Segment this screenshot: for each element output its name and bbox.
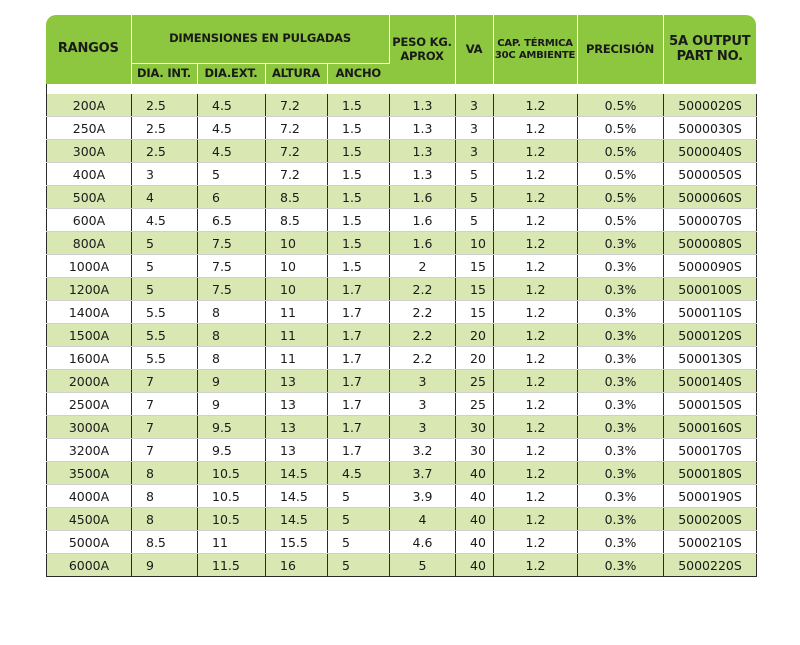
- cell-altura: 11: [266, 347, 328, 370]
- cell-altura: 11: [266, 301, 328, 324]
- cell-ancho: 1.5: [328, 117, 390, 140]
- cell-dia-ext: 4.5: [198, 94, 266, 117]
- cell-va: 20: [456, 347, 494, 370]
- cell-ancho: 1.5: [328, 255, 390, 278]
- cell-ancho: 5: [328, 531, 390, 554]
- cell-rango: 4000A: [47, 485, 132, 508]
- cell-altura: 10: [266, 278, 328, 301]
- table-row: [47, 117, 757, 140]
- cell-peso: 4.6: [390, 531, 456, 554]
- cell-part-no: 5000060S: [664, 186, 757, 209]
- cell-rango: 2000A: [47, 370, 132, 393]
- cell-altura: 7.2: [266, 94, 328, 117]
- cell-rango: 2500A: [47, 393, 132, 416]
- cell-ancho: 1.7: [328, 347, 390, 370]
- cell-va: 5: [456, 163, 494, 186]
- cell-dia-int: 5.5: [132, 324, 198, 347]
- cell-ancho: 1.5: [328, 163, 390, 186]
- cell-precision: 0.3%: [578, 232, 664, 255]
- cell-dia-int: 5: [132, 278, 198, 301]
- cell-ancho: 1.7: [328, 278, 390, 301]
- cell-dia-ext: 8: [198, 301, 266, 324]
- cell-rango: 500A: [47, 186, 132, 209]
- cell-peso: 5: [390, 554, 456, 577]
- cell-dia-int: 2.5: [132, 94, 198, 117]
- cell-precision: 0.3%: [578, 554, 664, 577]
- cell-peso: 1.3: [390, 117, 456, 140]
- cell-part-no: 5000190S: [664, 485, 757, 508]
- cell-dia-ext: 7.5: [198, 255, 266, 278]
- cell-part-no: 5000070S: [664, 209, 757, 232]
- cell-ancho: 1.5: [328, 209, 390, 232]
- cell-part-no: 5000110S: [664, 301, 757, 324]
- cell-dia-ext: 4.5: [198, 140, 266, 163]
- cell-rango: 4500A: [47, 508, 132, 531]
- header-spacer: [47, 84, 757, 94]
- cell-peso: 3.9: [390, 485, 456, 508]
- cell-cap-termica: 1.2: [494, 163, 578, 186]
- cell-precision: 0.3%: [578, 531, 664, 554]
- cell-dia-ext: 10.5: [198, 485, 266, 508]
- cell-va: 3: [456, 117, 494, 140]
- header-part-line1: 5A OUTPUT: [669, 33, 751, 49]
- cell-dia-int: 8: [132, 508, 198, 531]
- table-row: [47, 94, 757, 117]
- cell-dia-int: 8: [132, 462, 198, 485]
- spec-table-body: [46, 84, 757, 577]
- cell-peso: 3.7: [390, 462, 456, 485]
- cell-precision: 0.3%: [578, 416, 664, 439]
- cell-rango: 300A: [47, 140, 132, 163]
- header-precision: PRECISIÓN: [577, 15, 663, 84]
- cell-precision: 0.5%: [578, 209, 664, 232]
- header-dia-ext: DIA.EXT.: [197, 64, 265, 85]
- cell-va: 15: [456, 278, 494, 301]
- cell-precision: 0.5%: [578, 163, 664, 186]
- header-peso: [389, 15, 455, 84]
- cell-peso: 3: [390, 416, 456, 439]
- cell-dia-ext: 10.5: [198, 508, 266, 531]
- cell-va: 25: [456, 393, 494, 416]
- cell-dia-ext: 9.5: [198, 416, 266, 439]
- table-row: [47, 186, 757, 209]
- cell-part-no: 5000180S: [664, 462, 757, 485]
- cell-dia-int: 7: [132, 439, 198, 462]
- cell-peso: 1.3: [390, 94, 456, 117]
- cell-peso: 2: [390, 255, 456, 278]
- cell-rango: 1600A: [47, 347, 132, 370]
- cell-rango: 1200A: [47, 278, 132, 301]
- table-row: [47, 347, 757, 370]
- cell-altura: 7.2: [266, 117, 328, 140]
- header-rangos: RANGOS: [46, 15, 131, 84]
- cell-part-no: 5000220S: [664, 554, 757, 577]
- cell-va: 40: [456, 462, 494, 485]
- cell-rango: 3000A: [47, 416, 132, 439]
- cell-dia-int: 4: [132, 186, 198, 209]
- cell-altura: 14.5: [266, 485, 328, 508]
- header-va: VA: [455, 15, 493, 84]
- cell-cap-termica: 1.2: [494, 347, 578, 370]
- cell-dia-int: 5.5: [132, 347, 198, 370]
- cell-rango: 400A: [47, 163, 132, 186]
- table-row: [47, 485, 757, 508]
- cell-ancho: 1.7: [328, 393, 390, 416]
- cell-precision: 0.5%: [578, 117, 664, 140]
- cell-part-no: 5000020S: [664, 94, 757, 117]
- cell-dia-ext: 5: [198, 163, 266, 186]
- cell-cap-termica: 1.2: [494, 186, 578, 209]
- cell-va: 15: [456, 255, 494, 278]
- cell-ancho: 1.5: [328, 232, 390, 255]
- cell-altura: 10: [266, 232, 328, 255]
- cell-cap-termica: 1.2: [494, 554, 578, 577]
- cell-dia-ext: 11: [198, 531, 266, 554]
- cell-dia-ext: 10.5: [198, 462, 266, 485]
- cell-precision: 0.3%: [578, 278, 664, 301]
- table-row: [47, 531, 757, 554]
- header-ancho: ANCHO: [327, 64, 389, 85]
- cell-precision: 0.5%: [578, 94, 664, 117]
- cell-ancho: 1.7: [328, 301, 390, 324]
- table-row: [47, 163, 757, 186]
- cell-ancho: 5: [328, 554, 390, 577]
- cell-altura: 13: [266, 416, 328, 439]
- cell-peso: 1.3: [390, 140, 456, 163]
- cell-dia-int: 5: [132, 255, 198, 278]
- cell-altura: 13: [266, 393, 328, 416]
- cell-va: 5: [456, 209, 494, 232]
- cell-ancho: 1.5: [328, 94, 390, 117]
- cell-peso: 2.2: [390, 324, 456, 347]
- cell-altura: 13: [266, 370, 328, 393]
- table-row: [47, 209, 757, 232]
- table-row: [47, 140, 757, 163]
- cell-altura: 10: [266, 255, 328, 278]
- cell-va: 10: [456, 232, 494, 255]
- cell-part-no: 5000080S: [664, 232, 757, 255]
- cell-part-no: 5000170S: [664, 439, 757, 462]
- cell-dia-ext: 7.5: [198, 232, 266, 255]
- cell-dia-ext: 7.5: [198, 278, 266, 301]
- cell-precision: 0.3%: [578, 301, 664, 324]
- cell-precision: 0.3%: [578, 324, 664, 347]
- cell-cap-termica: 1.2: [494, 94, 578, 117]
- cell-dia-int: 4.5: [132, 209, 198, 232]
- cell-ancho: 1.7: [328, 439, 390, 462]
- cell-peso: 2.2: [390, 347, 456, 370]
- cell-altura: 14.5: [266, 508, 328, 531]
- cell-dia-int: 7: [132, 393, 198, 416]
- table-row: [47, 508, 757, 531]
- cell-rango: 1400A: [47, 301, 132, 324]
- cell-dia-int: 9: [132, 554, 198, 577]
- cell-cap-termica: 1.2: [494, 416, 578, 439]
- cell-peso: 1.6: [390, 232, 456, 255]
- cell-peso: 1.6: [390, 209, 456, 232]
- cell-altura: 7.2: [266, 140, 328, 163]
- cell-altura: 14.5: [266, 462, 328, 485]
- cell-cap-termica: 1.2: [494, 117, 578, 140]
- header-peso-line1: PESO KG.: [392, 35, 452, 50]
- cell-altura: 16: [266, 554, 328, 577]
- cell-part-no: 5000090S: [664, 255, 757, 278]
- table-row: [47, 324, 757, 347]
- cell-va: 15: [456, 301, 494, 324]
- cell-altura: 8.5: [266, 186, 328, 209]
- cell-rango: 6000A: [47, 554, 132, 577]
- cell-ancho: 5: [328, 508, 390, 531]
- cell-va: 30: [456, 416, 494, 439]
- cell-peso: 3: [390, 370, 456, 393]
- cell-dia-int: 2.5: [132, 140, 198, 163]
- table-row: [47, 301, 757, 324]
- cell-dia-int: 5: [132, 232, 198, 255]
- cell-cap-termica: 1.2: [494, 301, 578, 324]
- header-dia-int: DIA. INT.: [131, 64, 197, 85]
- cell-part-no: 5000140S: [664, 370, 757, 393]
- cell-part-no: 5000150S: [664, 393, 757, 416]
- cell-dia-int: 7: [132, 416, 198, 439]
- cell-rango: 1500A: [47, 324, 132, 347]
- cell-cap-termica: 1.2: [494, 485, 578, 508]
- cell-cap-termica: 1.2: [494, 370, 578, 393]
- cell-dia-int: 8: [132, 485, 198, 508]
- cell-va: 40: [456, 508, 494, 531]
- cell-rango: 3500A: [47, 462, 132, 485]
- cell-cap-termica: 1.2: [494, 255, 578, 278]
- cell-cap-termica: 1.2: [494, 209, 578, 232]
- cell-dia-int: 3: [132, 163, 198, 186]
- cell-va: 25: [456, 370, 494, 393]
- table-row: [47, 439, 757, 462]
- table-row: [47, 462, 757, 485]
- table-row: [47, 554, 757, 577]
- spec-sheet: [46, 15, 756, 577]
- header-dimensiones: DIMENSIONES EN PULGADAS: [131, 15, 389, 64]
- cell-part-no: 5000160S: [664, 416, 757, 439]
- cell-precision: 0.5%: [578, 140, 664, 163]
- cell-altura: 8.5: [266, 209, 328, 232]
- cell-peso: 4: [390, 508, 456, 531]
- cell-cap-termica: 1.2: [494, 462, 578, 485]
- table-row: [47, 255, 757, 278]
- cell-ancho: 4.5: [328, 462, 390, 485]
- cell-peso: 2.2: [390, 301, 456, 324]
- cell-ancho: 5: [328, 485, 390, 508]
- header-cap-line1: CAP. TÉRMICA: [497, 38, 573, 49]
- cell-part-no: 5000130S: [664, 347, 757, 370]
- table-header-wrapper: [46, 15, 756, 84]
- cell-ancho: 1.5: [328, 140, 390, 163]
- spec-table: [46, 15, 756, 84]
- cell-dia-ext: 8: [198, 347, 266, 370]
- cell-cap-termica: 1.2: [494, 439, 578, 462]
- cell-va: 40: [456, 485, 494, 508]
- cell-cap-termica: 1.2: [494, 278, 578, 301]
- cell-peso: 3: [390, 393, 456, 416]
- table-row: [47, 393, 757, 416]
- cell-dia-int: 5.5: [132, 301, 198, 324]
- table-row: [47, 416, 757, 439]
- cell-precision: 0.3%: [578, 439, 664, 462]
- cell-altura: 15.5: [266, 531, 328, 554]
- table-row: [47, 370, 757, 393]
- cell-va: 40: [456, 531, 494, 554]
- cell-part-no: 5000210S: [664, 531, 757, 554]
- cell-peso: 2.2: [390, 278, 456, 301]
- cell-rango: 600A: [47, 209, 132, 232]
- cell-dia-ext: 9.5: [198, 439, 266, 462]
- cell-peso: 3.2: [390, 439, 456, 462]
- header-part-no: [663, 15, 756, 84]
- cell-ancho: 1.5: [328, 186, 390, 209]
- table-row: [47, 278, 757, 301]
- cell-va: 3: [456, 140, 494, 163]
- cell-part-no: 5000100S: [664, 278, 757, 301]
- cell-precision: 0.3%: [578, 508, 664, 531]
- cell-precision: 0.3%: [578, 485, 664, 508]
- cell-cap-termica: 1.2: [494, 508, 578, 531]
- cell-cap-termica: 1.2: [494, 531, 578, 554]
- cell-va: 40: [456, 554, 494, 577]
- table-body: [47, 84, 757, 577]
- cell-precision: 0.3%: [578, 393, 664, 416]
- cell-rango: 250A: [47, 117, 132, 140]
- cell-rango: 800A: [47, 232, 132, 255]
- header-altura: ALTURA: [265, 64, 327, 85]
- cell-peso: 1.3: [390, 163, 456, 186]
- cell-precision: 0.3%: [578, 462, 664, 485]
- cell-va: 30: [456, 439, 494, 462]
- cell-precision: 0.3%: [578, 255, 664, 278]
- header-peso-line2: APROX: [400, 48, 444, 63]
- cell-dia-ext: 9: [198, 370, 266, 393]
- cell-dia-ext: 11.5: [198, 554, 266, 577]
- cell-dia-ext: 4.5: [198, 117, 266, 140]
- cell-peso: 1.6: [390, 186, 456, 209]
- cell-dia-ext: 9: [198, 393, 266, 416]
- cell-dia-int: 2.5: [132, 117, 198, 140]
- cell-dia-ext: 6.5: [198, 209, 266, 232]
- cell-altura: 13: [266, 439, 328, 462]
- cell-part-no: 5000030S: [664, 117, 757, 140]
- cell-cap-termica: 1.2: [494, 232, 578, 255]
- header-cap-line2: 30C AMBIENTE: [494, 49, 576, 61]
- cell-altura: 7.2: [266, 163, 328, 186]
- cell-part-no: 5000120S: [664, 324, 757, 347]
- cell-dia-int: 8.5: [132, 531, 198, 554]
- cell-rango: 200A: [47, 94, 132, 117]
- cell-va: 20: [456, 324, 494, 347]
- cell-ancho: 1.7: [328, 370, 390, 393]
- header-cap-termica: [493, 15, 577, 84]
- cell-va: 3: [456, 94, 494, 117]
- table-row: [47, 232, 757, 255]
- cell-rango: 5000A: [47, 531, 132, 554]
- cell-precision: 0.3%: [578, 370, 664, 393]
- cell-ancho: 1.7: [328, 416, 390, 439]
- table-header: [46, 15, 756, 84]
- cell-precision: 0.3%: [578, 347, 664, 370]
- cell-dia-ext: 8: [198, 324, 266, 347]
- cell-dia-ext: 6: [198, 186, 266, 209]
- cell-part-no: 5000050S: [664, 163, 757, 186]
- cell-precision: 0.5%: [578, 186, 664, 209]
- cell-cap-termica: 1.2: [494, 140, 578, 163]
- cell-dia-int: 7: [132, 370, 198, 393]
- cell-va: 5: [456, 186, 494, 209]
- cell-ancho: 1.7: [328, 324, 390, 347]
- cell-altura: 11: [266, 324, 328, 347]
- cell-cap-termica: 1.2: [494, 324, 578, 347]
- cell-cap-termica: 1.2: [494, 393, 578, 416]
- header-part-line2: PART NO.: [676, 48, 743, 64]
- cell-rango: 3200A: [47, 439, 132, 462]
- cell-rango: 1000A: [47, 255, 132, 278]
- cell-part-no: 5000040S: [664, 140, 757, 163]
- cell-part-no: 5000200S: [664, 508, 757, 531]
